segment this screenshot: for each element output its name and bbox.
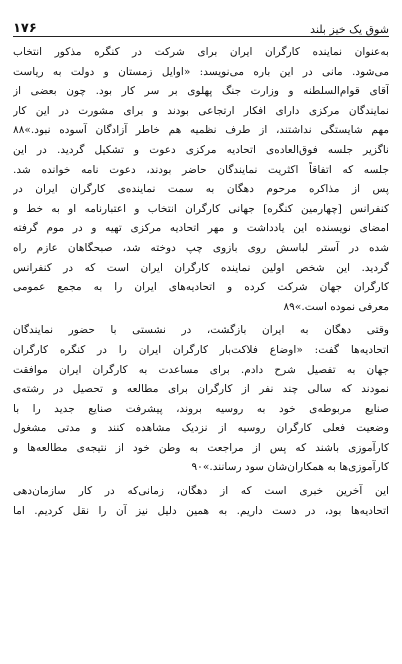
text-line: کارآموزی باشند که پس از مراجعت به وطن خود از نتیجه‌ی مطالعه‌ها و xyxy=(13,441,389,454)
body-text xyxy=(13,43,389,521)
text-line: به‌عنوان نماینده کارگران ایران برای شرکت در کنگره مذکور انتخاب xyxy=(13,46,389,58)
text-line: جلسه که اتفاقاً اکثریت نمایندگان حاضر بودند، دعوت نامه خوانده شد. xyxy=(13,163,389,176)
text-line: صنایع مربوطه‌ی خود به روسیه بروند، پیشرفت صنایع جدید را با xyxy=(13,402,389,415)
paragraph xyxy=(13,321,389,478)
paragraph xyxy=(13,482,389,521)
text-line: گردید. این شخص اولین نماینده کارگران ایران است که در کنفرانس xyxy=(13,261,389,274)
text-line: می‌شود. مانی در این باره می‌نویسد: «اوایل زمستان و دولت به ریاست xyxy=(13,65,389,78)
paragraph xyxy=(13,43,389,317)
text-line: آقای قوام‌السلطنه و وزارت جنگ پهلوی بر سر کار بود. چون بعضی از xyxy=(13,85,389,98)
text-line: نمودند که سالی چند نفر از کارگران برای مطالعه و تحصیل در رشته‌ی xyxy=(13,383,389,396)
text-line: امضای نویسنده این یادداشت و مهر اتحادیه مرکزی تهیه و در موم گرفته xyxy=(13,222,389,235)
page-number: ۱۷۶ xyxy=(13,21,37,36)
text-line: جهان به تفصیل شرح دادم. برای مساعدت به کارگران ایران موافقت xyxy=(13,363,389,376)
text-line: کارآموزی‌ها به همکاران‌شان سود رسانند.»۹۰ xyxy=(191,461,389,474)
text-line: کنفرانس [چهارمین کنگره] جهانی کارگران انتخاب و اعتبارنامه او به خط و xyxy=(13,202,389,215)
page-header xyxy=(13,10,389,37)
text-line: مهم شایستگی نداشتند، از طرف نظمیه هم خاطر آزادگان آسوده نبود.»۸۸ xyxy=(13,124,389,137)
text-line: اتحادیه‌ها گفت: «اوضاع فلاکت‌بار کارگران ایران را در کنگره کارگران xyxy=(13,343,389,356)
text-line: وضعیت فعلی کارگران روسیه از نزدیک مشاهده کنند و مدتی مشغول xyxy=(13,422,389,435)
text-line: این آخرین خبری است که از دهگان، زمانی‌که در کار سازمان‌دهی xyxy=(13,485,389,498)
text-line: نمایندگان مرکزی دارای افکار ارتجاعی بودند و برای مشورت در این کار xyxy=(13,104,389,117)
text-line: پس از مذاکره مرحوم دهگان به سمت نماینده‌ی کارگران ایران در xyxy=(13,183,389,196)
text-line: معرفی نموده است.»۸۹ xyxy=(283,300,389,313)
text-line: اتحادیه‌ها بود، در دست داریم. به همین دلیل نیز آن را نقل کردیم. اما xyxy=(13,504,389,517)
text-line: شده در آستر لباسش روی بازوی چپ دوخته شد، صبحگاهان عازم راه xyxy=(13,241,389,254)
text-line: ناگزیر جلسه فوق‌العاده‌ی اتحادیه مرکزی دعوت و تشکیل گردید. در این xyxy=(13,143,389,156)
text-line: وقتی دهگان به ایران بازگشت، در نشستی با حضور نمایندگان xyxy=(13,324,389,337)
running-title: شوق یک خیز بلند xyxy=(310,23,389,36)
text-line: کارگران جهان شرکت کرده و اتحادیه‌های ایران را به مجمع عمومی xyxy=(13,281,389,294)
